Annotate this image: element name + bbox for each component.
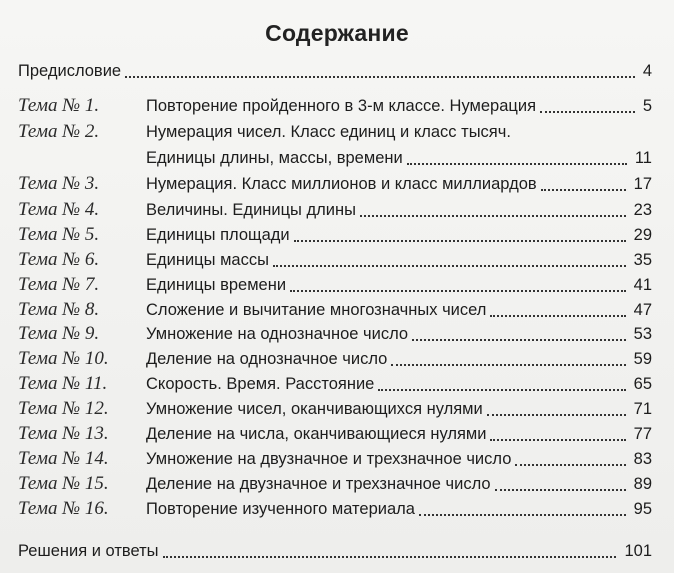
- toc-row: [0, 422, 674, 446]
- toc-page-number: 71: [633, 400, 652, 418]
- toc-row: [0, 198, 674, 222]
- toc-entry: [146, 422, 652, 446]
- toc-entry-label: Повторение пройденного в 3-м классе. Нумерация: [146, 97, 537, 115]
- toc-entry-label: Единицы массы: [146, 251, 269, 269]
- toc-page-number: 41: [633, 276, 652, 294]
- toc-row: [0, 347, 674, 371]
- toc-page-number: 5: [642, 97, 652, 115]
- toc-topic-number: Тема № 4.: [18, 199, 100, 220]
- toc-entry: [146, 172, 652, 196]
- toc-leader-dots: [163, 556, 617, 558]
- toc-topic-number: Тема № 2.: [18, 121, 100, 142]
- toc-row: [0, 120, 674, 144]
- toc-topic-number: Тема № 10.: [18, 348, 109, 369]
- toc-leader-dots: [294, 240, 626, 242]
- toc-entry: [146, 372, 652, 396]
- toc-entry-label: Сложение и вычитание многозначных чисел: [146, 301, 487, 319]
- toc-entry: [146, 397, 652, 421]
- toc-entry-label: Деление на однозначное число: [146, 350, 388, 368]
- toc-topic-number: Тема № 6.: [18, 249, 100, 270]
- toc-entry-label: Умножение на однозначное число: [146, 325, 409, 343]
- toc-entry-label: Повторение изученного материала: [146, 500, 415, 518]
- toc-page-number: 89: [633, 475, 652, 493]
- toc-leader-dots: [378, 389, 625, 391]
- toc-row: [0, 248, 674, 272]
- toc-page-number: 95: [633, 500, 652, 518]
- toc-page-number: 29: [633, 226, 652, 244]
- toc-topic-number: Тема № 12.: [18, 398, 109, 419]
- toc-row: [0, 397, 674, 421]
- toc-entry: [146, 198, 652, 222]
- toc-leader-dots: [125, 76, 635, 78]
- toc-leader-dots: [360, 215, 626, 217]
- toc-leader-dots: [290, 290, 626, 292]
- page-title: Содержание: [265, 20, 409, 46]
- toc-page-number: 53: [633, 325, 652, 343]
- toc-entry-label: Скорость. Время. Расстояние: [146, 375, 375, 393]
- toc-topic-number: Тема № 11.: [18, 373, 108, 394]
- toc-topic-number: Тема № 16.: [18, 498, 109, 519]
- toc-row: [0, 94, 674, 118]
- toc-leader-dots: [540, 111, 635, 113]
- toc-page-number: 77: [633, 425, 652, 443]
- toc-row: [0, 223, 674, 247]
- toc-entry-label: Нумерация. Класс миллионов и класс миллиардов: [146, 175, 537, 193]
- toc-topic-number: Тема № 14.: [18, 448, 109, 469]
- toc-entry-label: Предисловие: [18, 62, 122, 80]
- toc-entry-label: Единицы времени: [146, 276, 287, 294]
- toc-row: [0, 298, 674, 322]
- toc-page-number: 59: [633, 350, 652, 368]
- toc-page-number: 11: [634, 149, 652, 167]
- toc-topic-number: Тема № 7.: [18, 274, 100, 295]
- toc-row: [0, 322, 674, 346]
- toc-entry-label: Единицы площади: [146, 226, 290, 244]
- toc-entry-label: Деление на числа, оканчивающиеся нулями: [146, 425, 487, 443]
- toc-leader-dots: [490, 315, 625, 317]
- toc-leader-dots: [391, 364, 625, 366]
- toc-entry: [146, 273, 652, 297]
- toc-row: [0, 372, 674, 396]
- toc-entry: [146, 298, 652, 322]
- toc-row: [0, 273, 674, 297]
- toc-entry: [146, 94, 652, 118]
- toc-page-number: 17: [633, 175, 652, 193]
- toc-topic-number: Тема № 15.: [18, 473, 109, 494]
- toc-topic-number: Тема № 9.: [18, 323, 100, 344]
- toc-page-number: 101: [624, 542, 652, 560]
- toc-entry: [18, 539, 652, 563]
- toc-entry-label: Деление на двузначное и трехзначное число: [146, 475, 491, 493]
- toc-row: [0, 146, 674, 170]
- toc-entry: [146, 248, 652, 272]
- toc-topic-number: Тема № 13.: [18, 423, 109, 444]
- toc-entry-label: Умножение на двузначное и трехзначное число: [146, 450, 512, 468]
- toc-topic-number: Тема № 8.: [18, 299, 100, 320]
- toc-entry-label: Нумерация чисел. Класс единиц и класс тысяч.: [146, 123, 511, 141]
- toc-entry: [146, 146, 652, 170]
- toc-entry: [146, 322, 652, 346]
- toc-leader-dots: [541, 189, 626, 191]
- toc-leader-dots: [273, 265, 626, 267]
- toc-page-number: 23: [633, 201, 652, 219]
- toc-entry-label: Умножение чисел, оканчивающихся нулями: [146, 400, 483, 418]
- toc-entry: [18, 59, 652, 83]
- toc-entry: [146, 347, 652, 371]
- toc-entry: [146, 447, 652, 471]
- toc-entry: [146, 223, 652, 247]
- toc-page-number: 65: [633, 375, 652, 393]
- toc-entry-label: Единицы длины, массы, времени: [146, 149, 403, 167]
- toc-topic-number: Тема № 1.: [18, 95, 100, 116]
- toc-entry: [146, 120, 652, 144]
- toc-row: [0, 472, 674, 496]
- toc-leader-dots: [412, 339, 626, 341]
- toc-row: [0, 497, 674, 521]
- toc-entry-label: Решения и ответы: [18, 542, 159, 560]
- toc-row: [0, 172, 674, 196]
- toc-row: [0, 447, 674, 471]
- toc-topic-number: Тема № 5.: [18, 224, 100, 245]
- toc-page-number: 83: [633, 450, 652, 468]
- toc-entry: [146, 472, 652, 496]
- toc-leader-dots: [407, 163, 627, 165]
- toc-row-preface: [0, 59, 674, 83]
- toc-leader-dots: [515, 464, 625, 466]
- toc-leader-dots: [490, 439, 625, 441]
- toc-page-number: 4: [642, 62, 652, 80]
- toc-page-number: 35: [633, 251, 652, 269]
- toc-entry: [146, 497, 652, 521]
- toc-page-number: 47: [633, 301, 652, 319]
- toc-entry-label: Величины. Единицы длины: [146, 201, 356, 219]
- toc-leader-dots: [495, 489, 626, 491]
- toc-leader-dots: [419, 514, 626, 516]
- toc-topic-number: Тема № 3.: [18, 173, 100, 194]
- toc-leader-dots: [487, 414, 626, 416]
- toc-row-answers: [0, 539, 674, 563]
